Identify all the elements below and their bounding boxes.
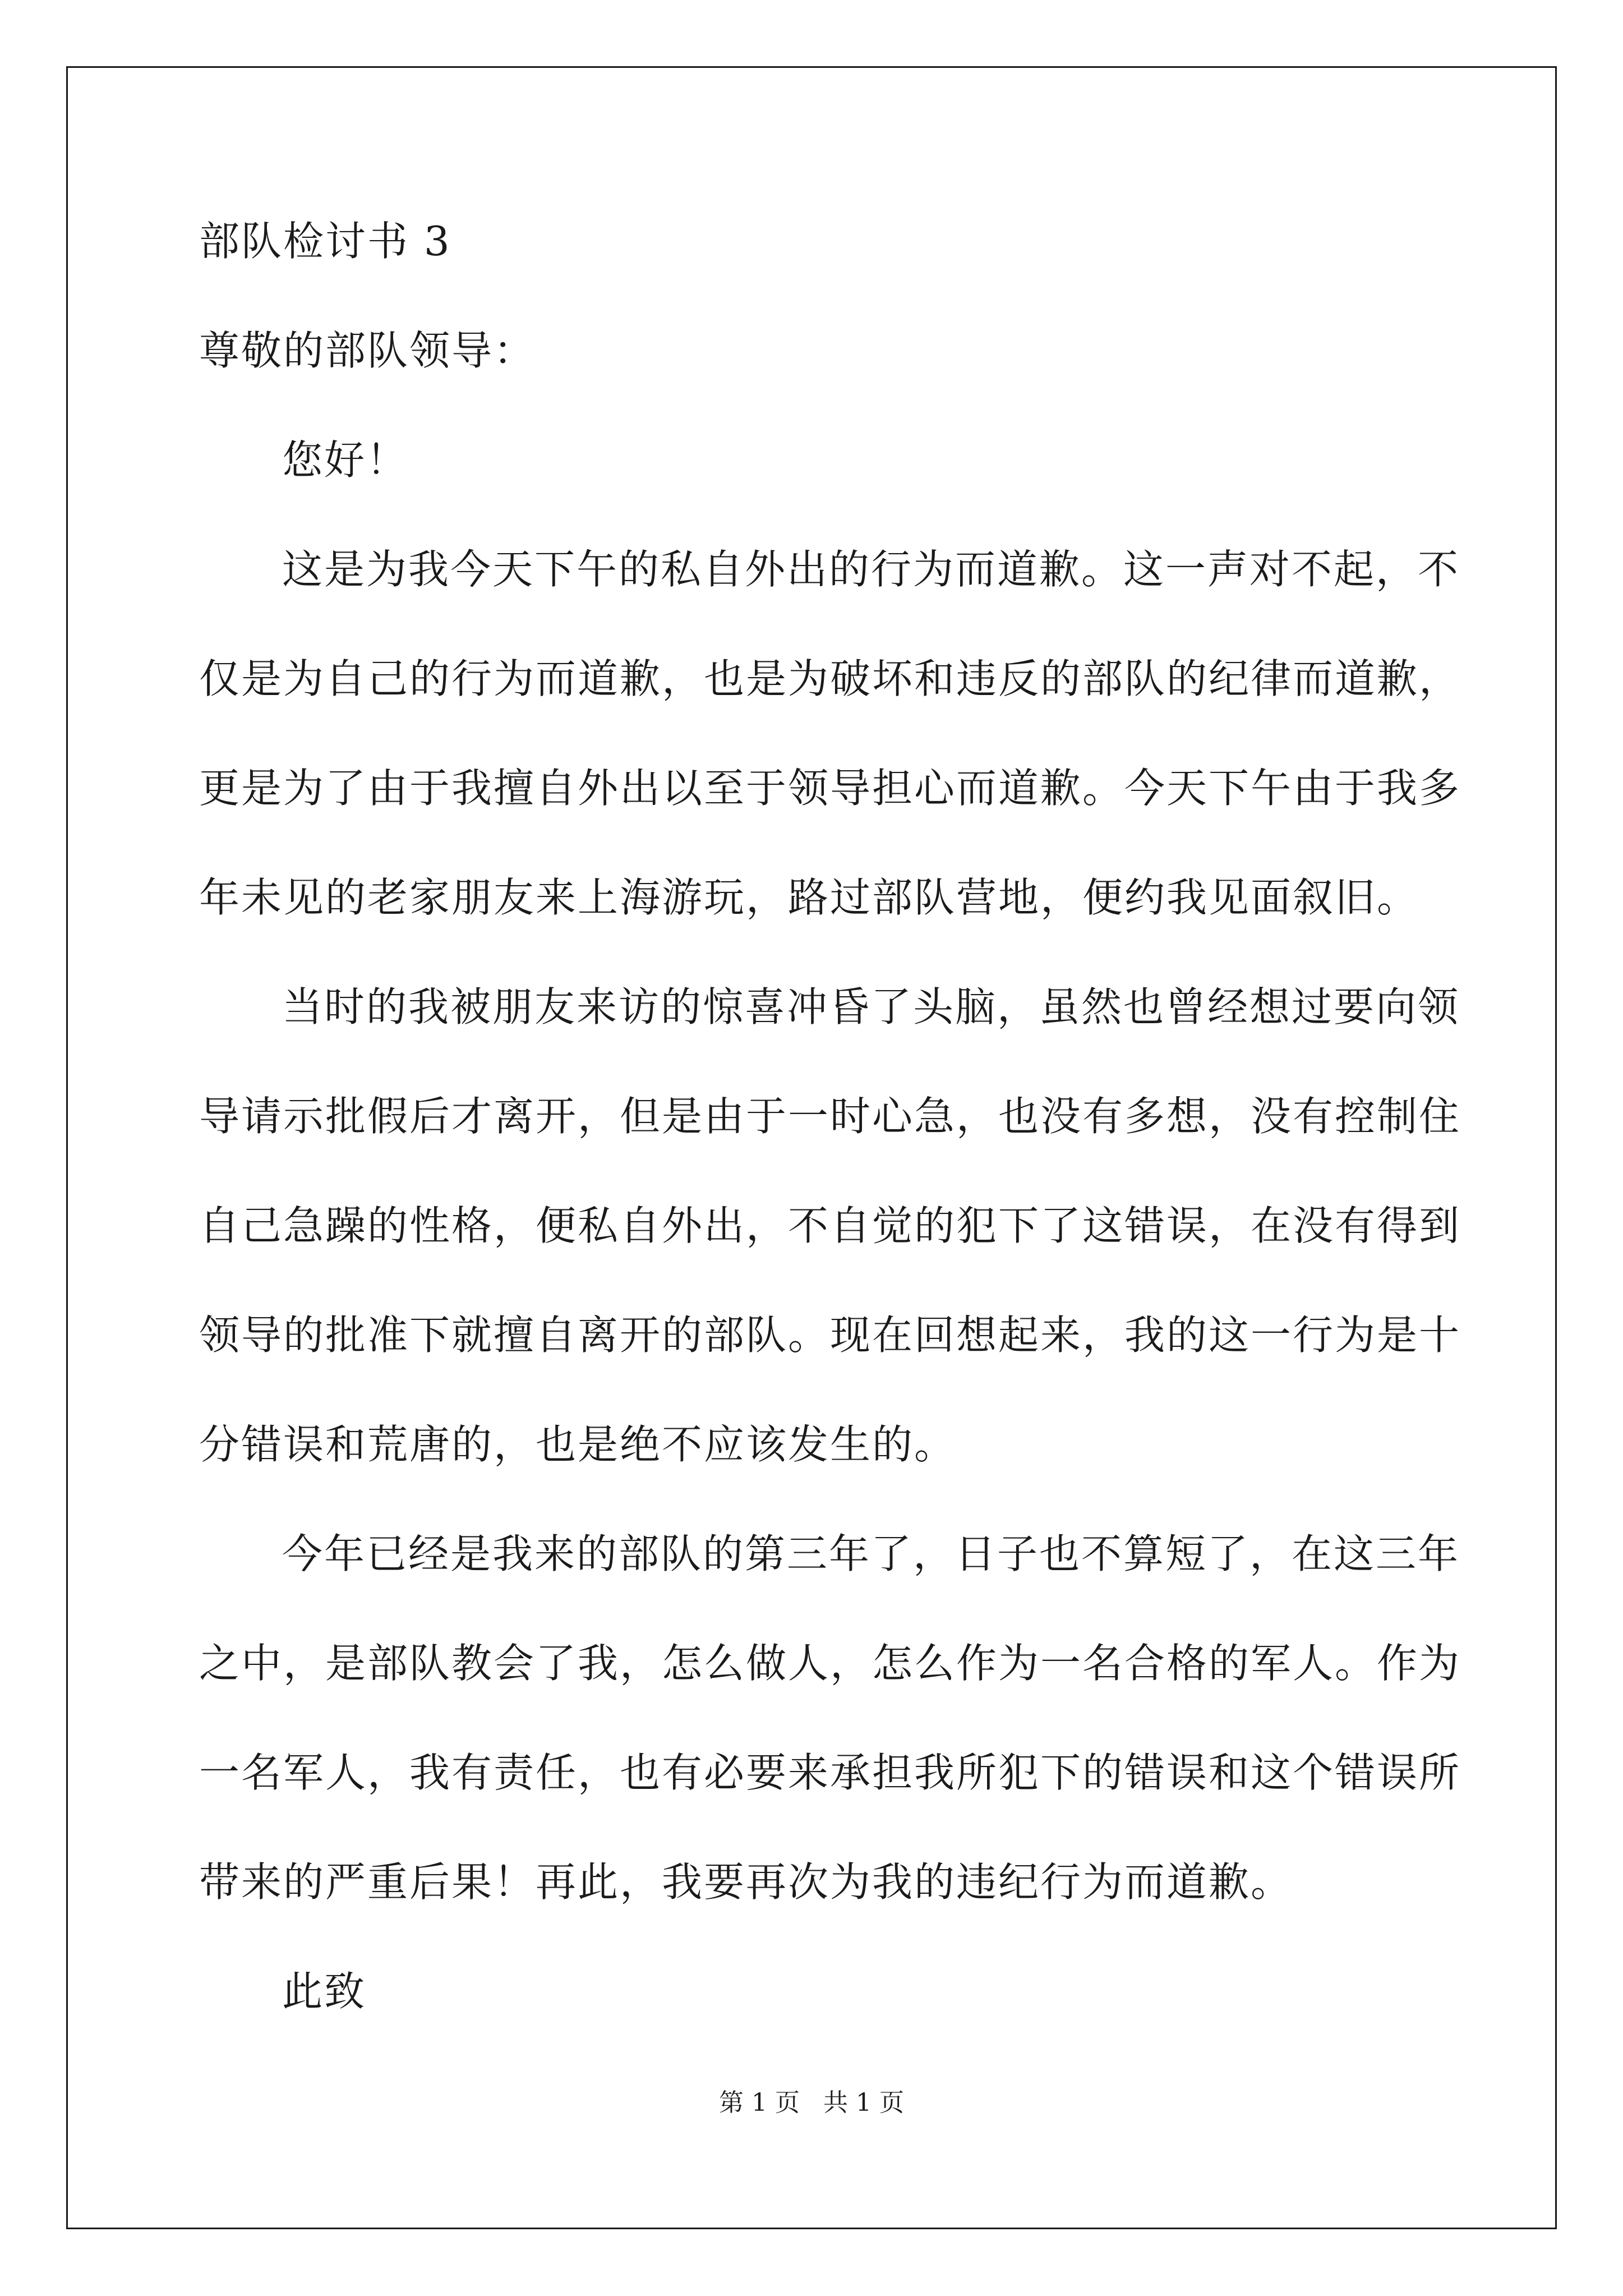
closing: 此致	[282, 1968, 367, 2015]
paragraph-line: 当时的我被朋友来访的惊喜冲昏了头脑，虽然也曾经想过要向领	[282, 983, 1460, 1030]
document-body	[199, 213, 1461, 2073]
paragraph-1	[199, 541, 1461, 979]
greeting: 您好！	[282, 436, 409, 484]
paragraph-line: 自己急躁的性格，便私自外出，不自觉的犯下了这错误，在没有得到	[199, 1202, 1461, 1249]
paragraph-line: 这是为我今天下午的私自外出的行为而道歉。这一声对不起，不	[282, 546, 1460, 593]
paragraph-line: 仅是为自己的行为而道歉，也是为破坏和违反的部队的纪律而道歉，	[199, 655, 1461, 702]
paragraph-line: 之中，是部队教会了我，怎么做人，怎么作为一名合格的军人。作为	[199, 1640, 1461, 1687]
paragraph-line: 带来的严重后果！再此，我要再次为我的违纪行为而道歉。	[199, 1858, 1293, 1906]
paragraph-2	[199, 979, 1461, 1526]
paragraph-3	[199, 1526, 1461, 1963]
page-footer: 第 1 页 共 1 页	[719, 2088, 904, 2117]
paragraph-line: 一名军人，我有责任，也有必要来承担我所犯下的错误和这个错误所	[199, 1749, 1461, 1796]
paragraph-line: 导请示批假后才离开，但是由于一时心急，也没有多想，没有控制住	[199, 1093, 1461, 1140]
paragraph-line: 今年已经是我来的部队的第三年了，日子也不算短了，在这三年	[282, 1530, 1460, 1577]
paragraph-line: 年未见的老家朋友来上海游玩，路过部队营地，便约我见面叙旧。	[199, 874, 1419, 921]
paragraph-line: 领导的批准下就擅自离开的部队。现在回想起来，我的这一行为是十	[199, 1312, 1461, 1359]
salutation: 尊敬的部队领导：	[199, 327, 536, 374]
paragraph-line: 更是为了由于我擅自外出以至于领导担心而道歉。今天下午由于我多	[199, 765, 1461, 812]
paragraph-line: 分错误和荒唐的，也是绝不应该发生的。	[199, 1421, 957, 1468]
document-title: 部队检讨书 3	[199, 218, 451, 265]
